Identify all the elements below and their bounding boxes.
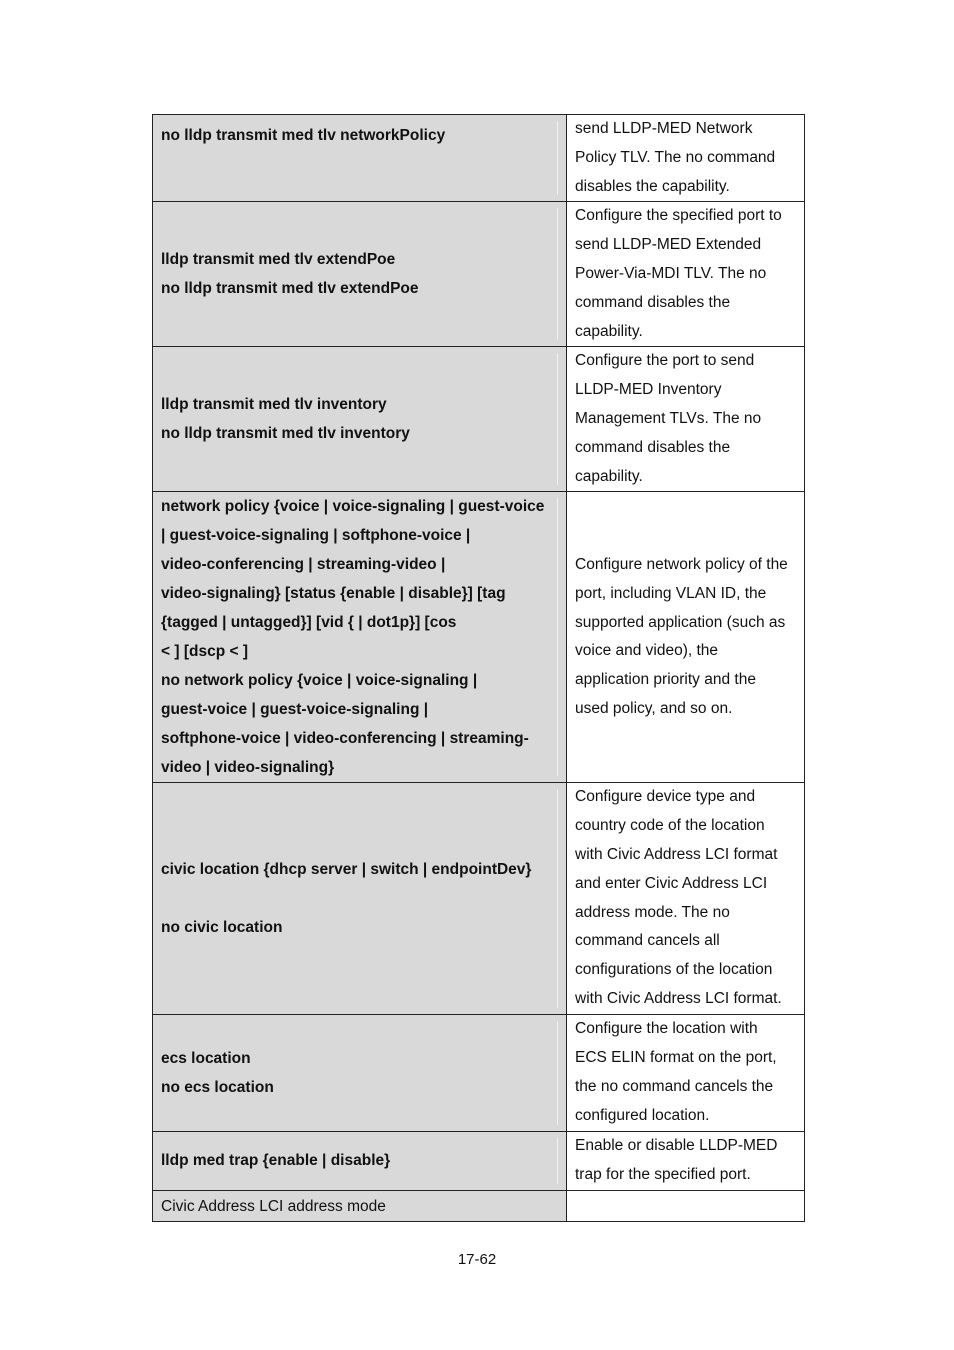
cell-inner-border <box>557 121 558 195</box>
description-cell <box>567 1014 805 1131</box>
command-syntax-line: softphone-voice | video-conferencing | streaming- <box>161 730 529 748</box>
mode-description-cell <box>567 1190 805 1221</box>
cell-inner-border <box>557 1021 558 1125</box>
description-line: Configure network policy of the <box>575 556 788 573</box>
description-line: send LLDP-MED Network <box>575 120 753 137</box>
command-syntax-line: network policy {voice | voice-signaling | guest-voice <box>161 498 545 516</box>
command-syntax-line: lldp transmit med tlv extendPoe <box>161 251 396 269</box>
mode-label-cell <box>153 1190 567 1221</box>
description-cell <box>567 783 805 1014</box>
description-line: Configure device type and <box>575 788 756 806</box>
command-table <box>152 114 805 1222</box>
description-line: configured location. <box>575 1106 710 1124</box>
command-syntax-line: no civic location <box>161 919 283 937</box>
command-syntax-line: no lldp transmit med tlv extendPoe <box>161 280 419 298</box>
description-line: Management TLVs. The no <box>575 409 762 427</box>
description-line: capability. <box>575 467 643 485</box>
description-line: ECS ELIN format on the port, <box>575 1048 777 1066</box>
description-line: address mode. The no <box>575 903 730 921</box>
cell-inner-border <box>557 1138 558 1184</box>
command-syntax-line: {tagged | untagged}] [vid { | dot1p}] [cos <box>161 614 457 632</box>
command-syntax-line: | guest-voice-signaling | softphone-voice | <box>161 527 471 545</box>
description-line: command disables the <box>575 438 731 456</box>
description-line: capability. <box>575 322 643 340</box>
page-number: 17-62 <box>457 1251 497 1268</box>
command-cell <box>153 783 567 1014</box>
description-line: Configure the specified port to <box>575 207 782 225</box>
command-syntax-line: no lldp transmit med tlv networkPolicy <box>161 127 446 144</box>
description-line: Configure the port to send <box>575 352 755 370</box>
description-cell <box>567 115 805 202</box>
description-line: with Civic Address LCI format <box>575 845 778 863</box>
description-cell <box>567 492 805 783</box>
command-syntax-line: lldp med trap {enable | disable} <box>161 1152 391 1170</box>
command-row <box>153 115 805 202</box>
cell-inner-border <box>557 353 558 485</box>
command-cell <box>153 202 567 347</box>
description-line: command disables the <box>575 293 731 311</box>
description-line: Configure the location with <box>575 1020 758 1038</box>
description-line: LLDP-MED Inventory <box>575 381 722 399</box>
command-row <box>153 1131 805 1190</box>
command-row <box>153 492 805 783</box>
command-cell <box>153 1131 567 1190</box>
description-line: voice and video), the <box>575 642 719 660</box>
description-line: command cancels all <box>575 932 720 950</box>
cell-inner-border <box>557 208 558 340</box>
description-line: disables the capability. <box>575 177 730 195</box>
command-syntax-line: civic location {dhcp server | switch | endpointDev} <box>161 861 532 879</box>
description-line: Power-Via-MDI TLV. The no <box>575 264 767 282</box>
command-syntax-line: no lldp transmit med tlv inventory <box>161 425 410 443</box>
description-line: used policy, and so on. <box>575 699 733 717</box>
command-syntax-line: video-signaling} [status {enable | disable}] [tag <box>161 585 506 603</box>
description-line: application priority and the <box>575 671 756 689</box>
description-cell <box>567 1131 805 1190</box>
description-line: supported application (such as <box>575 613 786 631</box>
description-line: and enter Civic Address LCI <box>575 874 768 892</box>
command-cell <box>153 1014 567 1131</box>
description-line: country code of the location <box>575 817 765 835</box>
command-syntax-line: video | video-signaling} <box>161 759 335 777</box>
command-row <box>153 202 805 347</box>
command-cell <box>153 492 567 783</box>
cell-inner-border <box>557 498 558 776</box>
command-row <box>153 783 805 1014</box>
command-syntax-line: ecs location <box>161 1049 251 1067</box>
description-line: trap for the specified port. <box>575 1165 751 1183</box>
description-line: Policy TLV. The no command <box>575 148 776 166</box>
mode-header-row <box>153 1190 805 1221</box>
command-syntax-line: lldp transmit med tlv inventory <box>161 396 387 414</box>
command-syntax-line: video-conferencing | streaming-video | <box>161 556 446 574</box>
description-cell <box>567 347 805 492</box>
cell-inner-border <box>557 789 558 1007</box>
description-line: Enable or disable LLDP-MED <box>575 1136 778 1154</box>
description-line: configurations of the location <box>575 961 773 979</box>
description-cell <box>567 202 805 347</box>
command-spacer <box>161 884 558 913</box>
command-syntax-line: < ] [dscp < ] <box>161 643 248 661</box>
description-line: port, including VLAN ID, the <box>575 584 767 602</box>
command-syntax-line: no ecs location <box>161 1078 274 1096</box>
command-cell <box>153 347 567 492</box>
command-syntax-line: guest-voice | guest-voice-signaling | <box>161 701 429 719</box>
description-line: the no command cancels the <box>575 1077 774 1095</box>
command-row <box>153 347 805 492</box>
command-cell <box>153 115 567 202</box>
description-line: send LLDP-MED Extended <box>575 236 762 254</box>
description-line: with Civic Address LCI format. <box>575 989 782 1007</box>
command-table-body <box>153 115 805 1222</box>
mode-label: Civic Address LCI address mode <box>161 1197 386 1215</box>
command-syntax-line: no network policy {voice | voice-signaling | <box>161 672 478 690</box>
command-row <box>153 1014 805 1131</box>
